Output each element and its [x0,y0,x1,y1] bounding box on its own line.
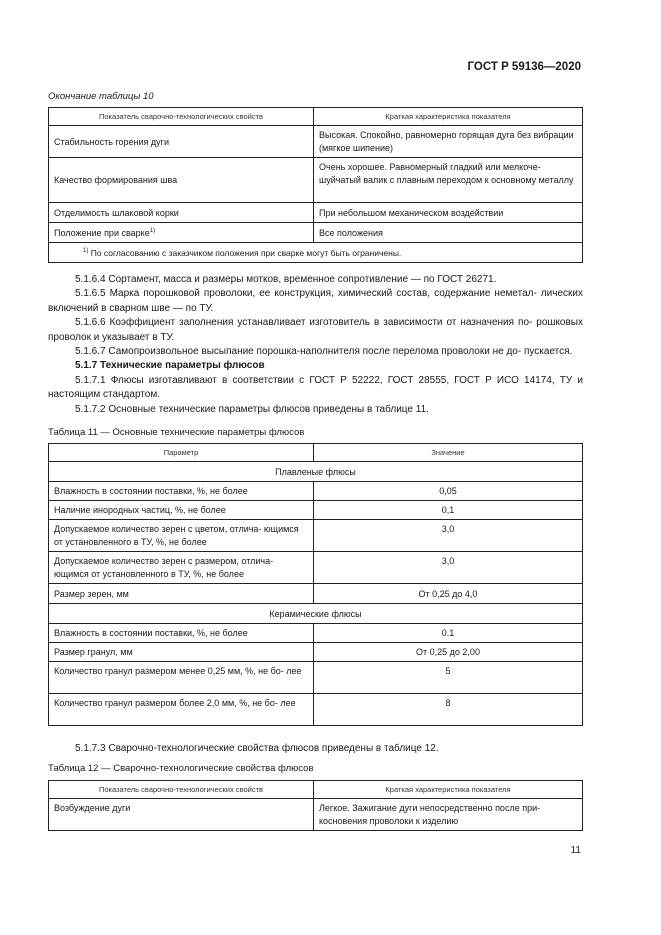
table-row [49,624,583,643]
table-cell: Размер гранул, мм [49,643,314,662]
document-id: ГОСТ Р 59136—2020 [467,61,581,73]
paragraph: 5.1.6.5 Марка порошковой проволоки, ее конструкция, химический состав, содержание неметал- лических включений в сварном шве — по ТУ. [48,288,583,314]
table-cell [49,223,314,243]
table-cell: Стабильность горения дуги [49,126,314,158]
table-section-row [49,462,583,482]
body-text [48,273,583,417]
table-10 [48,107,583,263]
column-header: Краткая характеристика показателя [314,108,583,126]
table-footnote [49,243,583,263]
table-cell: 5 [314,662,583,694]
footnote-text: По согласованию с заказчиком положения при сварке могут быть ограничены. [88,247,402,258]
row-label: Положение при сварке [54,227,150,238]
column-header: Параметр [49,444,314,462]
table-cell: 3,0 [314,552,583,584]
table-footnote-row [49,243,583,263]
table-row [49,552,583,584]
table-cell: Размер зерен, мм [49,584,314,604]
table-cell: Все положения [314,223,583,243]
table-cell: Допускаемое количество зерен с цветом, отлича- ющимся от установленного в ТУ, %, не более [49,520,314,552]
column-header: Краткая характеристика показателя [314,781,583,799]
table-header-row [49,108,583,126]
table-row [49,643,583,662]
table-row [49,158,583,203]
page-number: 11 [570,845,581,856]
table-row [49,520,583,552]
table-row [49,126,583,158]
paragraph: 5.1.7.1 Флюсы изготавливают в соответствии с ГОСТ Р 52222, ГОСТ 28555, ГОСТ Р ИСО 14174, ТУ и настоящим стандартом. [48,374,583,401]
table-row [49,694,583,726]
table-11 [48,443,583,726]
table-section-row [49,604,583,624]
table-cell: Возбуждение дуги [49,799,314,831]
table-cell: 3,0 [314,520,583,552]
section-heading: 5.1.7 Технические параметры флюсов [75,360,265,372]
table-cell: При небольшом механическом воздействии [314,203,583,223]
table-cell: Высокая. Спокойно, равномерно горящая дуга без вибрации (мягкое шипение) [314,126,583,158]
table-cell: Качество формирования шва [49,158,314,203]
table-cell: Отделимость шлаковой корки [49,203,314,223]
table-cell: Количество гранул размером более 2,0 мм, %, не бо- лее [49,694,314,726]
table-cell: Очень хорошее. Равномерный гладкий или мелкоче- шуйчатый валик с плавным переходом к основному металлу [314,158,583,203]
table-cell: Влажность в состоянии поставки, %, не более [49,482,314,501]
table-cell: Наличие инородных частиц, %, не более [49,501,314,520]
table-cell: 0,1 [314,501,583,520]
table-row [49,584,583,604]
table-row [49,203,583,223]
paragraph: 5.1.6.6 Коэффициент заполнения устанавливает изготовитель в зависимости от назначения по- рошковых проволок и указывает в ТУ. [48,317,583,343]
table-header-row [49,444,583,462]
table-cell: 0,05 [314,482,583,501]
table-cell: Легкое. Зажигание дуги непосредственно после при- косновения проволоки к изделию [314,799,583,831]
table-12 [48,780,583,831]
table-cell: От 0,25 до 2,00 [314,643,583,662]
footnote-mark: 1) [83,247,89,254]
section-cell: Керамические флюсы [49,604,583,624]
body-text-2 [48,742,583,756]
table-row [49,501,583,520]
section-cell: Плавленые флюсы [49,462,583,482]
table-cell: От 0,25 до 4,0 [314,584,583,604]
paragraph: 5.1.6.4 Сортамент, масса и размеры мотков, временное сопротивление — по ГОСТ 26271. [75,274,497,285]
table-cell: 0.1 [314,624,583,643]
paragraph: 5.1.6.7 Самопроизвольное высыпание порошка-наполнителя после перелома проволоки не до- пускается. [75,346,573,358]
table10-caption: Окончание таблицы 10 [48,91,154,102]
table11-caption: Таблица 11 — Основные технические параметры флюсов [48,427,305,438]
table-row [49,223,583,243]
table-cell: Количество гранул размером менее 0,25 мм, %, не бо- лее [49,662,314,694]
table-cell: 8 [314,694,583,726]
table-cell: Допускаемое количество зерен с размером, отлича- ющимся от установленного в ТУ, %, не более [49,552,314,584]
column-header: Показатель сварочно-технологических свойств [49,108,314,126]
table-header-row [49,781,583,799]
column-header: Показатель сварочно-технологических свойств [49,781,314,799]
table-row [49,662,583,694]
table-row [49,799,583,831]
table-cell: Влажность в состоянии поставки, %, не более [49,624,314,643]
table-row [49,482,583,501]
table12-caption: Таблица 12 — Сварочно-технологические свойства флюсов [48,763,314,774]
paragraph: 5.1.7.3 Сварочно-технологические свойства флюсов приведены в таблице 12. [75,743,439,754]
paragraph: 5.1.7.2 Основные технические параметры флюсов приведены в таблице 11. [75,403,429,415]
column-header: Значение [314,444,583,462]
footnote-ref: 1) [149,227,156,234]
